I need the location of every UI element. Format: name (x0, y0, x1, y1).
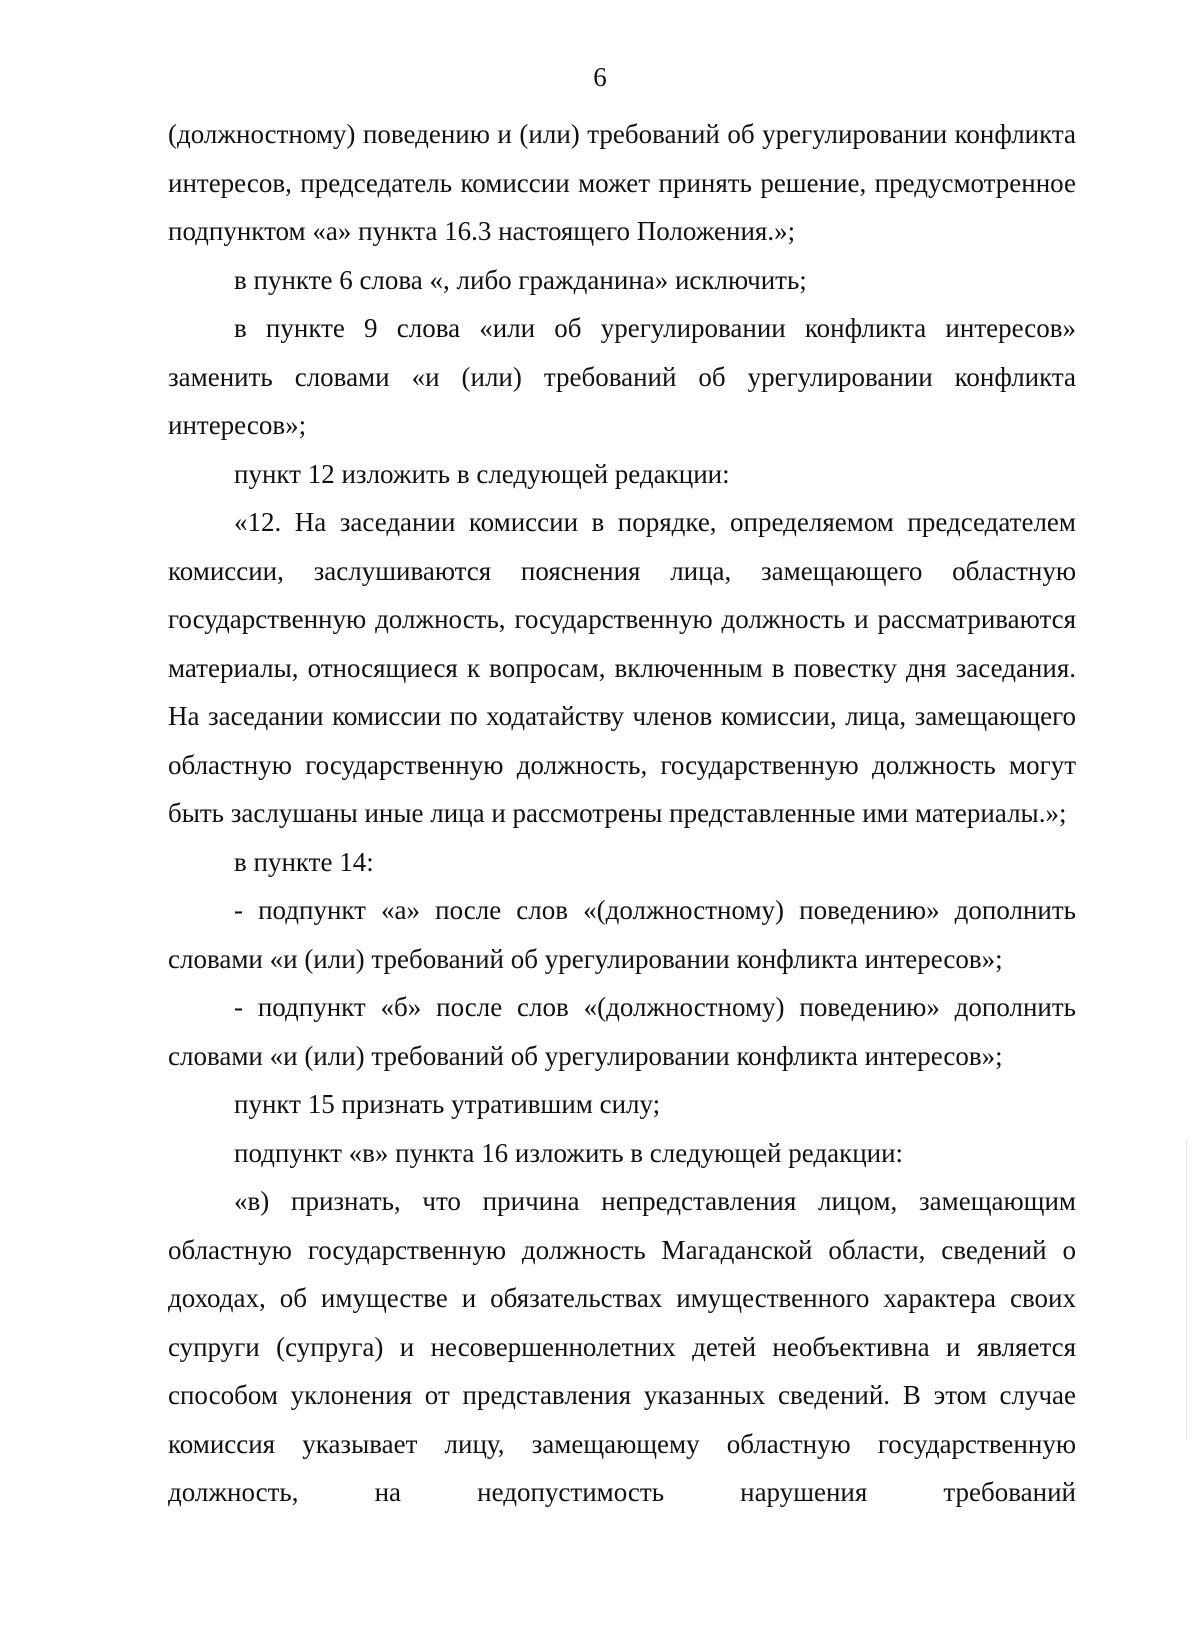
scan-edge-mark (1186, 1140, 1187, 1440)
paragraph-item-16-v: «в) признать, что причина непредставления лицом, замещающим областную государственную должность Магаданской области, сведений о доходах, об имуществе и обязательствах имущественного характера своих супруги (супруга) и несовершеннолетних детей необъективна и является способом уклонения от представления указанных сведений. В этом случае комиссия указывает лицу, замещающему областную государственную должность, на недопустимость нарушения требований (168, 1186, 1076, 1507)
paragraph-continuation: (должностному) поведению и (или) требований об урегулировании конфликта интересов, председатель комиссии может принять решение, предусмотренное подпунктом «а» пункта 16.3 настоящего Положения.»; (168, 119, 1076, 246)
paragraph-item-12-intro: пункт 12 изложить в следующей редакции: (234, 458, 730, 489)
paragraph-item-6: в пункте 6 слова «, либо гражданина» исключить; (234, 264, 807, 295)
paragraph-item-14-a: - подпункт «а» после слов «(должностному) поведению» дополнить словами «и (или) требований об урегулировании конфликта интересов»; (168, 895, 1076, 974)
paragraph-item-15: пункт 15 признать утратившим силу; (234, 1089, 661, 1119)
paragraph-item-9: в пункте 9 слова «или об урегулировании конфликта интересов» заменить словами «и (или) требований об урегулировании конфликта интересов»; (168, 313, 1076, 440)
page-number: 6 (593, 62, 607, 92)
paragraph-item-12-text: «12. На заседании комиссии в порядке, определяемом председателем комиссии, заслушиваются пояснения лица, замещающего областную государственную должность, государственную должность и рассматриваются материалы, относящиеся к вопросам, включенным в повестку дня заседания. На заседании комиссии по ходатайству членов комиссии, лица, замещающего областную государственную должность, государственную должность могут быть заслушаны иные лица и рассмотрены представленные ими материалы.»; (168, 507, 1076, 828)
paragraph-item-14-intro: в пункте 14: (234, 846, 374, 877)
paragraph-item-14-b: - подпункт «б» после слов «(должностному) поведению» дополнить словами «и (или) требований об урегулировании конфликта интересов»; (168, 992, 1076, 1071)
document-body (168, 110, 1076, 1517)
paragraph-item-16-intro: подпункт «в» пункта 16 изложить в следующей редакции: (234, 1137, 904, 1168)
